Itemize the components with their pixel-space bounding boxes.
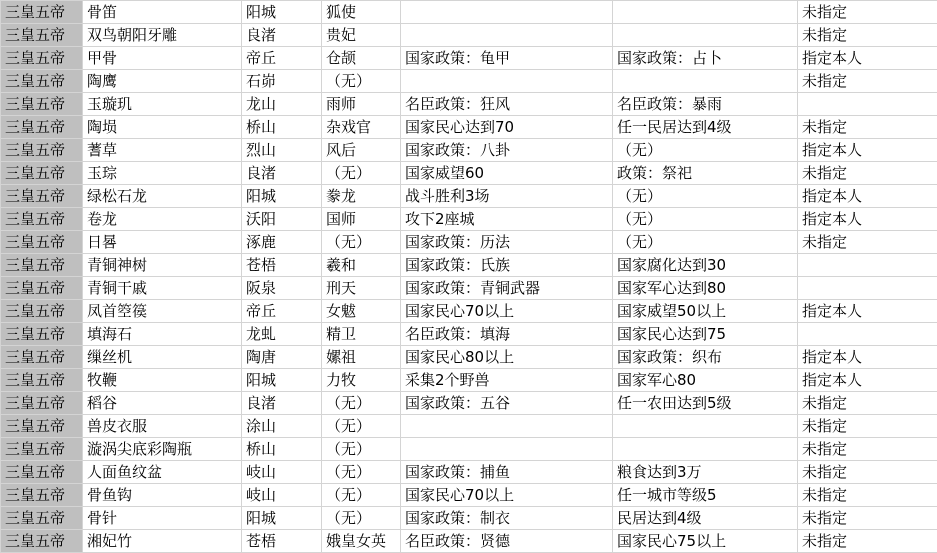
table-row: [1, 530, 937, 553]
cell-person[interactable]: 杂戏官: [322, 116, 401, 139]
cell-era[interactable]: 三皇五帝: [1, 231, 83, 254]
cell-person[interactable]: 嫘祖: [322, 346, 401, 369]
cell-era[interactable]: 三皇五帝: [1, 277, 83, 300]
cell-condition-1[interactable]: 国家政策：五谷: [401, 392, 613, 415]
cell-era[interactable]: 三皇五帝: [1, 461, 83, 484]
table-row: [1, 507, 937, 530]
cell-place[interactable]: 良渚: [242, 162, 322, 185]
cell-item[interactable]: 湘妃竹: [83, 530, 242, 553]
cell-assignment[interactable]: 未指定: [798, 392, 937, 415]
cell-condition-1[interactable]: [401, 70, 613, 93]
table-row: [1, 346, 937, 369]
cell-condition-1[interactable]: 名臣政策：贤德: [401, 530, 613, 553]
cell-assignment[interactable]: 未指定: [798, 507, 937, 530]
cell-condition-1[interactable]: 国家政策：制衣: [401, 507, 613, 530]
cell-era[interactable]: 三皇五帝: [1, 47, 83, 70]
cell-condition-2[interactable]: 名臣政策：暴雨: [613, 93, 798, 116]
cell-assignment[interactable]: 未指定: [798, 231, 937, 254]
cell-condition-2[interactable]: [613, 438, 798, 461]
cell-person[interactable]: 刑天: [322, 277, 401, 300]
cell-era[interactable]: 三皇五帝: [1, 369, 83, 392]
cell-item[interactable]: 陶埙: [83, 116, 242, 139]
cell-person[interactable]: 力牧: [322, 369, 401, 392]
cell-item[interactable]: 双鸟朝阳牙雕: [83, 24, 242, 47]
table-row: [1, 484, 937, 507]
cell-condition-1[interactable]: [401, 415, 613, 438]
cell-condition-2[interactable]: [613, 1, 798, 24]
cell-item[interactable]: 玉璇玑: [83, 93, 242, 116]
cell-assignment[interactable]: [798, 323, 937, 346]
cell-person[interactable]: （无）: [322, 162, 401, 185]
cell-place[interactable]: 良渚: [242, 24, 322, 47]
cell-condition-1[interactable]: 名臣政策：狂风: [401, 93, 613, 116]
cell-condition-2[interactable]: [613, 24, 798, 47]
cell-condition-1[interactable]: 国家民心70以上: [401, 484, 613, 507]
cell-assignment[interactable]: 未指定: [798, 438, 937, 461]
cell-era[interactable]: 三皇五帝: [1, 208, 83, 231]
cell-item[interactable]: 卷龙: [83, 208, 242, 231]
cell-condition-2[interactable]: 国家军心80: [613, 369, 798, 392]
table-row: [1, 254, 937, 277]
cell-condition-1[interactable]: 国家政策：青铜武器: [401, 277, 613, 300]
cell-assignment[interactable]: 指定本人: [798, 208, 937, 231]
cell-condition-2[interactable]: 政策：祭祀: [613, 162, 798, 185]
cell-era[interactable]: 三皇五帝: [1, 185, 83, 208]
cell-person[interactable]: 国师: [322, 208, 401, 231]
cell-item[interactable]: 稻谷: [83, 392, 242, 415]
cell-assignment[interactable]: 未指定: [798, 70, 937, 93]
cell-condition-2[interactable]: （无）: [613, 231, 798, 254]
cell-condition-2[interactable]: （无）: [613, 208, 798, 231]
cell-condition-2[interactable]: 任一民居达到4级: [613, 116, 798, 139]
table-row: [1, 162, 937, 185]
table-row: [1, 93, 937, 116]
cell-person[interactable]: （无）: [322, 392, 401, 415]
cell-person[interactable]: 羲和: [322, 254, 401, 277]
cell-place[interactable]: 阪泉: [242, 277, 322, 300]
cell-assignment[interactable]: 未指定: [798, 415, 937, 438]
table-row: [1, 139, 937, 162]
cell-assignment[interactable]: 未指定: [798, 116, 937, 139]
cell-era[interactable]: 三皇五帝: [1, 438, 83, 461]
table-row: [1, 392, 937, 415]
cell-place[interactable]: 阳城: [242, 507, 322, 530]
cell-place[interactable]: 陶唐: [242, 346, 322, 369]
cell-era[interactable]: 三皇五帝: [1, 415, 83, 438]
cell-item[interactable]: 骨笛: [83, 1, 242, 24]
cell-condition-2[interactable]: 民居达到4级: [613, 507, 798, 530]
cell-item[interactable]: 青铜神树: [83, 254, 242, 277]
cell-assignment[interactable]: 未指定: [798, 24, 937, 47]
cell-condition-2[interactable]: 国家腐化达到30: [613, 254, 798, 277]
cell-place[interactable]: 烈山: [242, 139, 322, 162]
cell-item[interactable]: 玉琮: [83, 162, 242, 185]
cell-era[interactable]: 三皇五帝: [1, 139, 83, 162]
cell-place[interactable]: 阳城: [242, 185, 322, 208]
cell-condition-2[interactable]: （无）: [613, 139, 798, 162]
cell-place[interactable]: 桥山: [242, 438, 322, 461]
cell-era[interactable]: 三皇五帝: [1, 484, 83, 507]
cell-item[interactable]: 蓍草: [83, 139, 242, 162]
table-row: [1, 24, 937, 47]
cell-person[interactable]: 仓颉: [322, 47, 401, 70]
cell-person[interactable]: 雨师: [322, 93, 401, 116]
cell-assignment[interactable]: 指定本人: [798, 185, 937, 208]
cell-condition-1[interactable]: 名臣政策：填海: [401, 323, 613, 346]
spreadsheet-body: [1, 1, 937, 553]
cell-assignment[interactable]: 未指定: [798, 530, 937, 553]
table-row: [1, 461, 937, 484]
cell-place[interactable]: 岐山: [242, 484, 322, 507]
cell-condition-2[interactable]: 任一农田达到5级: [613, 392, 798, 415]
cell-person[interactable]: （无）: [322, 231, 401, 254]
cell-condition-2[interactable]: [613, 70, 798, 93]
cell-item[interactable]: 陶鹰: [83, 70, 242, 93]
cell-assignment[interactable]: 未指定: [798, 162, 937, 185]
cell-person[interactable]: （无）: [322, 461, 401, 484]
cell-person[interactable]: 精卫: [322, 323, 401, 346]
table-row: [1, 231, 937, 254]
cell-person[interactable]: （无）: [322, 415, 401, 438]
table-row: [1, 438, 937, 461]
cell-era[interactable]: 三皇五帝: [1, 346, 83, 369]
cell-era[interactable]: 三皇五帝: [1, 254, 83, 277]
cell-assignment[interactable]: [798, 93, 937, 116]
table-row: [1, 1, 937, 24]
cell-item[interactable]: 骨针: [83, 507, 242, 530]
cell-assignment[interactable]: 指定本人: [798, 300, 937, 323]
cell-person[interactable]: 风后: [322, 139, 401, 162]
table-row: [1, 185, 937, 208]
cell-place[interactable]: 阳城: [242, 369, 322, 392]
cell-condition-1[interactable]: 采集2个野兽: [401, 369, 613, 392]
cell-condition-1[interactable]: 国家民心达到70: [401, 116, 613, 139]
cell-era[interactable]: 三皇五帝: [1, 530, 83, 553]
cell-assignment[interactable]: 未指定: [798, 461, 937, 484]
cell-assignment[interactable]: 未指定: [798, 484, 937, 507]
cell-item[interactable]: 青铜干戚: [83, 277, 242, 300]
cell-assignment[interactable]: 指定本人: [798, 346, 937, 369]
cell-condition-2[interactable]: [613, 415, 798, 438]
cell-era[interactable]: 三皇五帝: [1, 93, 83, 116]
cell-condition-2[interactable]: （无）: [613, 185, 798, 208]
cell-person[interactable]: 娥皇女英: [322, 530, 401, 553]
cell-condition-2[interactable]: 粮食达到3万: [613, 461, 798, 484]
table-row: [1, 116, 937, 139]
cell-condition-1[interactable]: 国家政策：龟甲: [401, 47, 613, 70]
cell-condition-2[interactable]: 国家民心达到75: [613, 323, 798, 346]
cell-assignment[interactable]: [798, 254, 937, 277]
cell-era[interactable]: 三皇五帝: [1, 162, 83, 185]
cell-era[interactable]: 三皇五帝: [1, 116, 83, 139]
cell-condition-1[interactable]: 国家民心80以上: [401, 346, 613, 369]
cell-condition-1[interactable]: 国家政策：历法: [401, 231, 613, 254]
cell-item[interactable]: 绿松石龙: [83, 185, 242, 208]
cell-place[interactable]: 桥山: [242, 116, 322, 139]
cell-place[interactable]: 良渚: [242, 392, 322, 415]
cell-era[interactable]: 三皇五帝: [1, 1, 83, 24]
cell-condition-2[interactable]: 国家政策：占卜: [613, 47, 798, 70]
table-row: [1, 323, 937, 346]
cell-place[interactable]: 岐山: [242, 461, 322, 484]
cell-place[interactable]: 龙虬: [242, 323, 322, 346]
cell-condition-1[interactable]: [401, 24, 613, 47]
cell-person[interactable]: 贵妃: [322, 24, 401, 47]
cell-place[interactable]: 苍梧: [242, 254, 322, 277]
cell-place[interactable]: 沃阳: [242, 208, 322, 231]
cell-item[interactable]: 缫丝机: [83, 346, 242, 369]
cell-condition-1[interactable]: 国家政策：氏族: [401, 254, 613, 277]
table-row: [1, 47, 937, 70]
cell-assignment[interactable]: 指定本人: [798, 47, 937, 70]
cell-assignment[interactable]: 指定本人: [798, 369, 937, 392]
cell-place[interactable]: 涂山: [242, 415, 322, 438]
cell-item[interactable]: 牧鞭: [83, 369, 242, 392]
cell-assignment[interactable]: 指定本人: [798, 139, 937, 162]
cell-place[interactable]: 龙山: [242, 93, 322, 116]
cell-era[interactable]: 三皇五帝: [1, 323, 83, 346]
cell-person[interactable]: （无）: [322, 438, 401, 461]
cell-condition-1[interactable]: 国家政策：八卦: [401, 139, 613, 162]
table-row: [1, 415, 937, 438]
cell-item[interactable]: 填海石: [83, 323, 242, 346]
cell-condition-1[interactable]: 国家民心70以上: [401, 300, 613, 323]
cell-person[interactable]: （无）: [322, 484, 401, 507]
cell-condition-1[interactable]: 攻下2座城: [401, 208, 613, 231]
cell-person[interactable]: 女魃: [322, 300, 401, 323]
cell-condition-2[interactable]: 任一城市等级5: [613, 484, 798, 507]
cell-condition-1[interactable]: [401, 438, 613, 461]
cell-condition-1[interactable]: 战斗胜利3场: [401, 185, 613, 208]
cell-person[interactable]: （无）: [322, 507, 401, 530]
cell-assignment[interactable]: 未指定: [798, 1, 937, 24]
cell-item[interactable]: 日晷: [83, 231, 242, 254]
cell-assignment[interactable]: [798, 277, 937, 300]
cell-era[interactable]: 三皇五帝: [1, 24, 83, 47]
table-row: [1, 300, 937, 323]
cell-condition-2[interactable]: 国家军心达到80: [613, 277, 798, 300]
cell-era[interactable]: 三皇五帝: [1, 392, 83, 415]
cell-item[interactable]: 甲骨: [83, 47, 242, 70]
cell-item[interactable]: 骨鱼钩: [83, 484, 242, 507]
cell-item[interactable]: 兽皮衣服: [83, 415, 242, 438]
cell-condition-1[interactable]: 国家政策：捕鱼: [401, 461, 613, 484]
table-row: [1, 70, 937, 93]
table-row: [1, 208, 937, 231]
cell-item[interactable]: 漩涡尖底彩陶瓶: [83, 438, 242, 461]
cell-era[interactable]: 三皇五帝: [1, 300, 83, 323]
cell-person[interactable]: 豢龙: [322, 185, 401, 208]
cell-place[interactable]: 涿鹿: [242, 231, 322, 254]
cell-condition-1[interactable]: [401, 1, 613, 24]
cell-place[interactable]: 苍梧: [242, 530, 322, 553]
cell-item[interactable]: 凤首箜篌: [83, 300, 242, 323]
cell-era[interactable]: 三皇五帝: [1, 70, 83, 93]
cell-place[interactable]: 帝丘: [242, 47, 322, 70]
table-row: [1, 369, 937, 392]
cell-person[interactable]: （无）: [322, 70, 401, 93]
table-row: [1, 277, 937, 300]
cell-place[interactable]: 帝丘: [242, 300, 322, 323]
cell-item[interactable]: 人面鱼纹盆: [83, 461, 242, 484]
cell-condition-2[interactable]: 国家民心75以上: [613, 530, 798, 553]
cell-place[interactable]: 石峁: [242, 70, 322, 93]
cell-era[interactable]: 三皇五帝: [1, 507, 83, 530]
cell-person[interactable]: 狐使: [322, 1, 401, 24]
cell-place[interactable]: 阳城: [242, 1, 322, 24]
cell-condition-1[interactable]: 国家威望60: [401, 162, 613, 185]
cell-condition-2[interactable]: 国家政策：织布: [613, 346, 798, 369]
cell-condition-2[interactable]: 国家威望50以上: [613, 300, 798, 323]
